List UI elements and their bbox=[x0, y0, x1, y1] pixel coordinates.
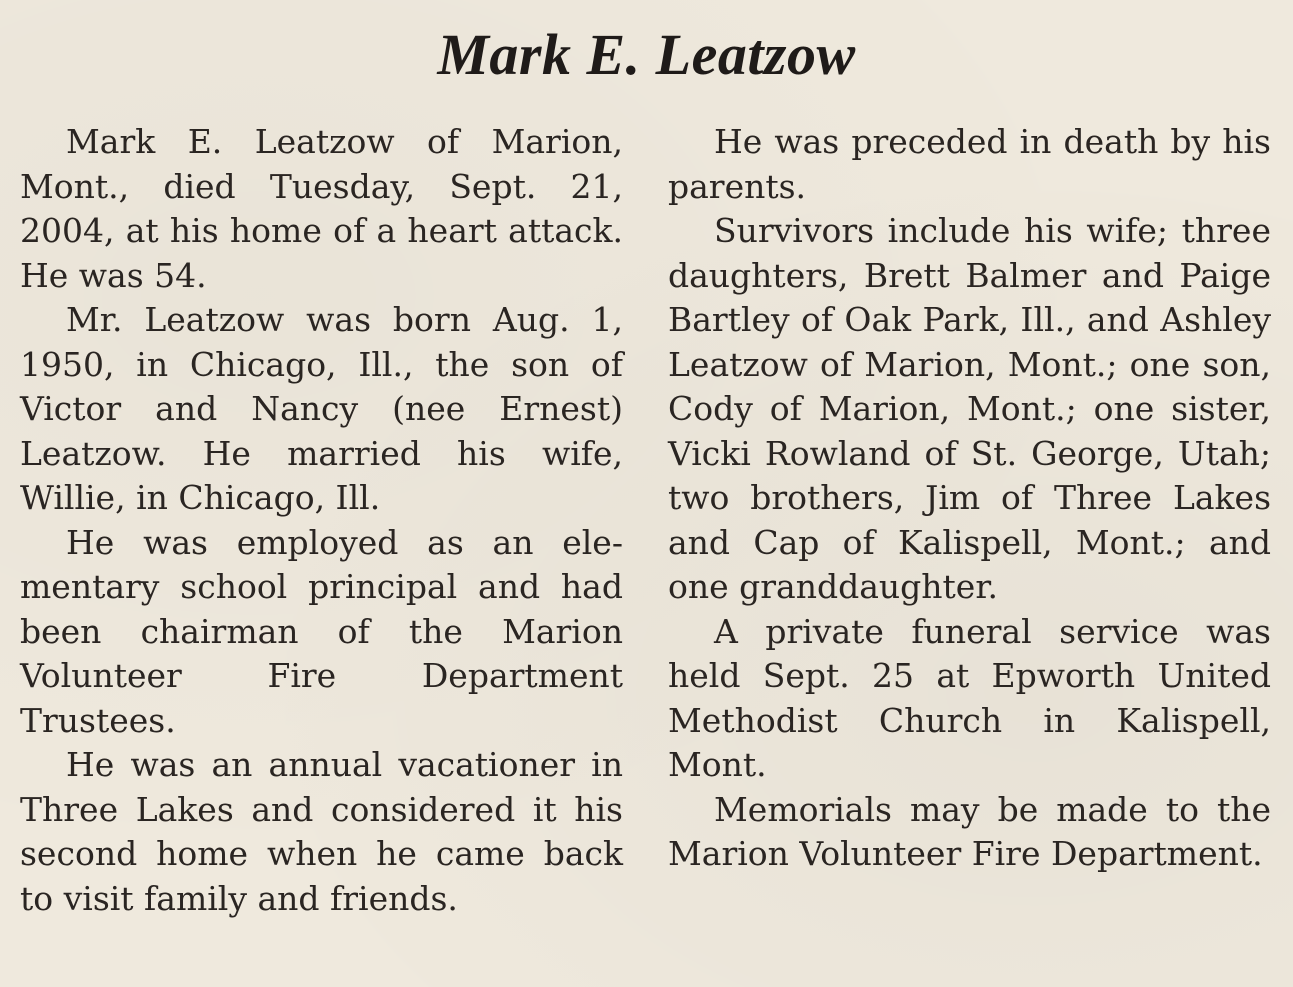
paragraph-memorials: Memorials may be made to the Marion Volunteer Fire Department. bbox=[668, 789, 1271, 873]
left-column bbox=[20, 120, 623, 921]
paragraph-death-notice: Mark E. Leatzow of Marion, Mont., died Tuesday, Sept. 21, 2004, at his home of a heart attack. He was 54. bbox=[20, 122, 623, 295]
right-column bbox=[668, 120, 1271, 877]
paragraph-survivors: Survivors include his wife; three daughters, Brett Balmer and Paige Bartley of Oak Park, Ill., and Ashley Leatzow of Marion, Mont.; one son, Cody of Marion, Mont.; one sister, Vicki Rowland of St. George, Utah; two brothers, Jim of Three Lakes and Cap of Kalispell, Mont.; and one granddaughter. bbox=[668, 211, 1271, 606]
obituary-headline: Mark E. Leatzow bbox=[437, 22, 856, 87]
paragraph-preceded-in-death: He was preceded in death by his parents. bbox=[668, 122, 1271, 206]
paragraph-birth-and-marriage: Mr. Leatzow was born Aug. 1, 1950, in Chicago, Ill., the son of Victor and Nancy (nee Ernest) Leatzow. He married his wife, Willie, in Chicago, Ill. bbox=[20, 300, 623, 517]
paragraph-employment: He was employed as an elementary school principal and had been chairman of the Marion Volunteer Fire Department Trustees. bbox=[20, 522, 623, 740]
paragraph-funeral-service: A private funeral service was held Sept. 25 at Epworth United Methodist Church in Kalispell, Mont. bbox=[668, 611, 1271, 784]
paragraph-three-lakes: He was an annual vacationer in Three Lakes and considered it his second home when he came back to visit family and friends. bbox=[20, 745, 623, 918]
